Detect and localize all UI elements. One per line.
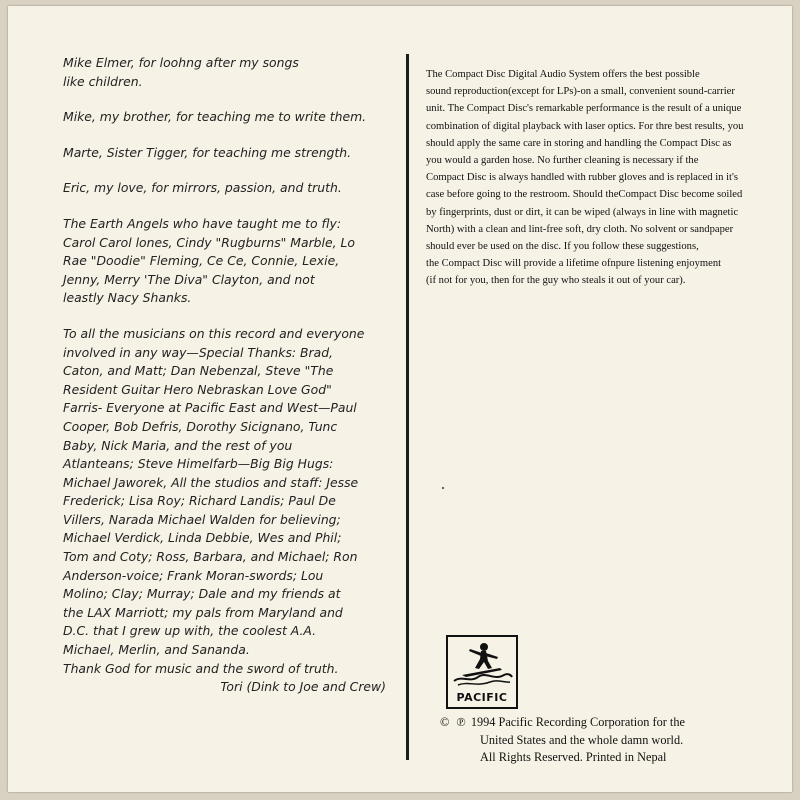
signature: Tori (Dink to Joe and Crew) [220,679,386,695]
copyright-notice [440,714,740,767]
column-divider [406,54,409,760]
acknowledgments-column [63,54,398,697]
thanks-paragraph-1: Mike Elmer, for loohng after my songs like children. [63,55,299,89]
copyright-symbols: © ℗ [440,715,468,729]
thanks-paragraph-4: Eric, my love, for mirrors, passion, and truth. [63,180,342,196]
thanks-paragraph-2: Mike, my brother, for teaching me to write them. [63,109,367,125]
thanks-paragraph-6: To all the musicians on this record and everyone involved in any way—Special Thanks: Brad, Caton, and Matt; Dan Nebenzal, Steve "The Resident Guitar Hero Nebraskan Love God" Farris- Everyone at Pacific East and West—Paul Cooper, Bob Defris, Dorothy Sicignano, Tunc Baby, Nick Maria, and the rest of you Atlanteans; Steve Himelfarb—Big Big Hugs: Michael Jaworek, All the studios and staff: Jesse Frederick; Lisa Roy; Richard Landis; Paul De Villers, Narada Michael Walden for believing; Michael Verdick, Linda Debbie, Wes and Phil; Tom and Coty; Ross, Barbara, and Michael; Ron Anderson-voice; Frank Moran-swords; Lou Molino; Clay; Murray; Dale and my friends at the LAX Marriott; my pals from Maryland and D.C. that I grew up with, the coolest A.A. Michael, Merlin, and Sananda. [63,325,365,658]
copyright-line-2: United States and the whole damn world. [480,732,684,747]
closing-line: Thank God for music and the sword of truth. [63,660,339,676]
copyright-line-3: All Rights Reserved. Printed in Nepal [480,750,667,764]
thanks-paragraph-5: The Earth Angels who have taught me to fly: Carol Carol lones, Cindy "Rugburns" Marble, Lo Rae "Doodie" Fleming, Ce Ce, Connie, Lexie, Jenny, Merry 'The Diva" Clayton, and not leastly Nacy Shanks. [63,215,355,306]
pacific-label-logo [446,635,518,709]
copyright-line-1: 1994 Pacific Recording Corporation for the [470,715,685,729]
thanks-paragraph-3: Marte, Sister Tigger, for teaching me strength. [63,144,352,160]
disc-care-notice: The Compact Disc Digital Audio System offers the best possible sound reproduction(except for LPs)-on a small, convenient sound-carrier unit. The Compact Disc's remarkable performance is the result of a unique combination of digital playback with laser optics. For thre best results, you should apply the same care in storing and handling the Compact Disc as you would a garden hose. No further cleaning is necessary if the Compact Disc is always handled with rubber gloves and is replaced in it's case before going to the restroom. Should theCompact Disc become soiled by fingerprints, dust or dirt, it can be wiped (always in line with magnetic North) with a clean and lint-free soft, dry cloth. No solvent or sandpaper should ever be used on the disc. If you follow these suggestions, the Compact Disc will provide a lifetime ofnpure listening enjoyment (if not for you, then for the guy who steals it out of your car). [426,69,744,287]
print-speck [442,487,444,489]
liner-notes-page [8,6,792,792]
label-name: PACIFIC [456,691,508,704]
surfer-icon [448,637,516,689]
